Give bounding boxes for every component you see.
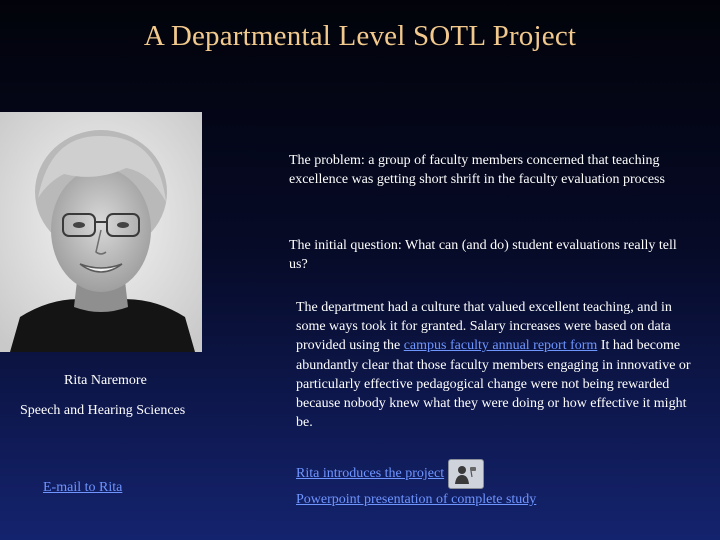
faculty-report-form-link[interactable]: campus faculty annual report form [403,338,598,354]
culture-paragraph [296,298,696,432]
portrait-svg [0,112,202,352]
person-speaking-icon[interactable] [448,459,484,489]
intro-project-link[interactable]: Rita introduces the project [296,466,445,481]
problem-text: The problem: a group of faculty members concerned that teaching excellence was getting short shrift in the faculty evaluation process [289,153,665,188]
culture-text-before: The department had a culture that valued excellent teaching, and in some ways took it for granted. Salary increases were based on data provided using the [296,300,672,354]
speaker-svg [453,463,479,485]
culture-text-after: It had become abundantly clear that those faculty members engaging in innovative or particularly effective pedagogical change were not being rewarded because nobody knew what they were doing or how effective it might be. [296,338,691,431]
question-text: The initial question: What can (and do) student evaluations really tell us? [289,238,677,273]
intro-link-row [296,459,484,489]
portrait-photo [0,112,202,352]
presentation-link[interactable]: Powerpoint presentation of complete study [296,492,537,507]
person-department: Speech and Hearing Sciences [20,403,186,418]
person-name: Rita Naremore [64,373,147,388]
email-link[interactable]: E-mail to Rita [43,480,123,495]
slide-title: A Departmental Level SOTL Project [143,20,577,52]
